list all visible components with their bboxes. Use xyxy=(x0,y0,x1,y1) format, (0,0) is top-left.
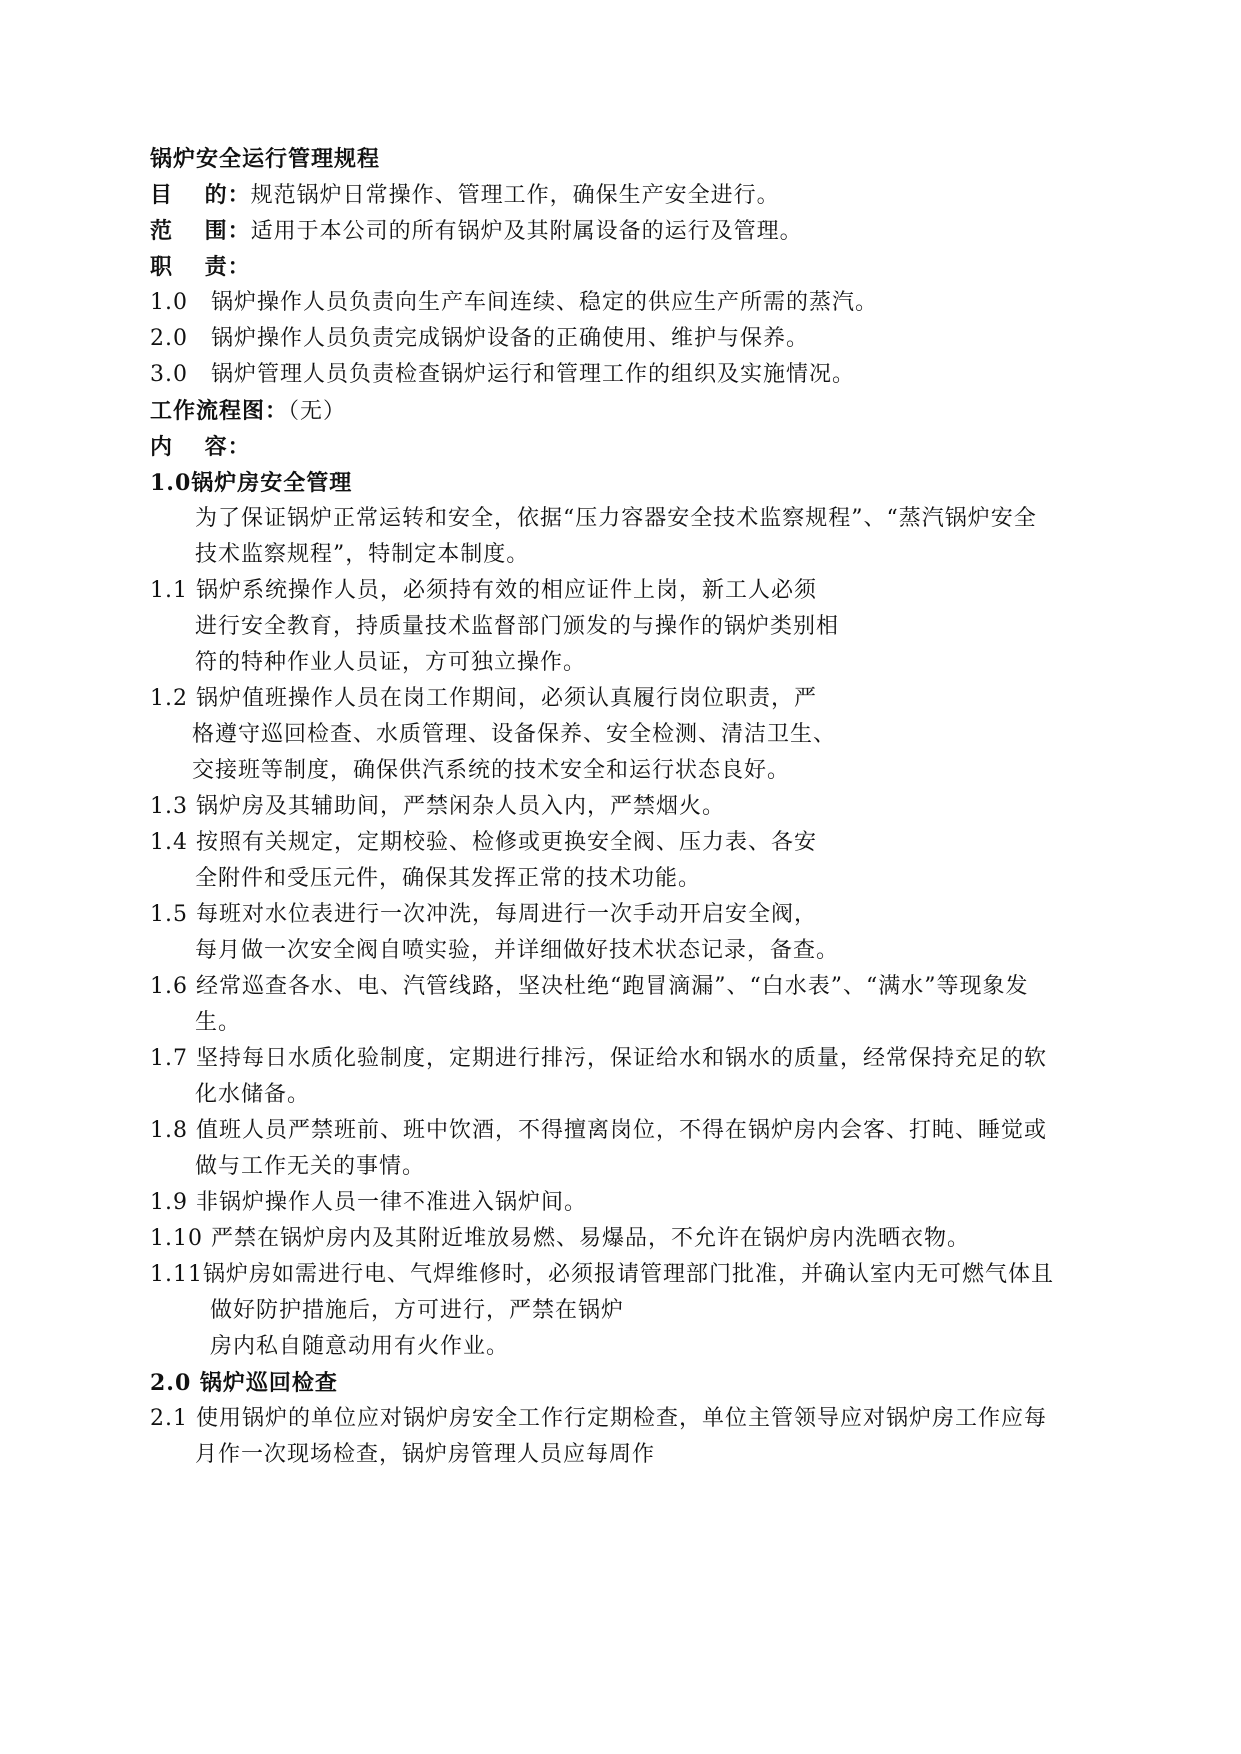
duty-number: 2.0 xyxy=(150,326,188,351)
item-line: 房内私自随意动用有火作业。 xyxy=(210,1334,510,1359)
item-number: 1.6 xyxy=(150,974,188,999)
item-1-2 xyxy=(150,686,817,712)
item-number: 1.7 xyxy=(150,1046,188,1071)
item-number: 1.8 xyxy=(150,1118,188,1143)
item-line: 每月做一次安全阀自喷实验，并详细做好技术状态记录，备查。 xyxy=(195,938,840,963)
intro-line: 技术监察规程”，特制定本制度。 xyxy=(195,542,530,567)
item-line: 做与工作无关的事情。 xyxy=(195,1154,426,1179)
item-1-5 xyxy=(150,902,817,928)
intro-line: 为了保证锅炉正常运转和安全，依据“压力容器安全技术监察规程”、“蒸汽锅炉安全 xyxy=(195,506,1037,531)
item-line: 做好防护措施后，方可进行，严禁在锅炉 xyxy=(210,1298,625,1323)
duty-label: 职 责： xyxy=(150,254,251,280)
purpose-line xyxy=(150,182,780,209)
duty-item xyxy=(150,290,878,316)
item-line: 进行安全教育，持质量技术监督部门颁发的与操作的锅炉类别相 xyxy=(195,614,840,639)
item-line: 格遵守巡回检查、水质管理、设备保养、安全检测、清洁卫生、 xyxy=(192,722,837,747)
item-number: 1.11 xyxy=(150,1262,203,1287)
item-number: 1.5 xyxy=(150,902,188,927)
item-line: 锅炉值班操作人员在岗工作期间，必须认真履行岗位职责，严 xyxy=(196,686,818,711)
flow-line xyxy=(150,398,346,425)
flow-text: （无） xyxy=(288,399,347,424)
doc-title: 锅炉安全运行管理规程 xyxy=(150,146,381,172)
item-number: 1.1 xyxy=(150,578,188,603)
item-1-7 xyxy=(150,1046,1047,1072)
item-number: 1.4 xyxy=(150,830,188,855)
duty-text: 锅炉操作人员负责完成锅炉设备的正确使用、维护与保养。 xyxy=(211,326,810,351)
item-number: 2.1 xyxy=(150,1406,188,1431)
duty-text: 锅炉操作人员负责向生产车间连续、稳定的供应生产所需的蒸汽。 xyxy=(211,290,879,315)
item-1-9 xyxy=(150,1190,587,1216)
item-1-1 xyxy=(150,578,817,604)
section-2-title: 2.0 锅炉巡回检查 xyxy=(150,1370,338,1396)
content-label: 内 容： xyxy=(150,434,251,460)
item-line: 生。 xyxy=(195,1010,242,1035)
item-line: 全附件和受压元件，确保其发挥正常的技术功能。 xyxy=(195,866,702,891)
flow-label: 工作流程图： xyxy=(150,398,289,424)
item-1-4 xyxy=(150,830,817,856)
item-line: 经常巡查各水、电、汽管线路，坚决杜绝“跑冒滴漏”、“白水表”、“满水”等现象发 xyxy=(196,974,1029,999)
scope-text: 适用于本公司的所有锅炉及其附属设备的运行及管理。 xyxy=(250,219,803,244)
duty-item xyxy=(150,326,809,352)
item-2-1 xyxy=(150,1406,1047,1432)
item-line: 坚持每日水质化验制度，定期进行排污，保证给水和锅水的质量，经常保持充足的软 xyxy=(196,1046,1048,1071)
item-number: 1.2 xyxy=(150,686,188,711)
duty-number: 3.0 xyxy=(150,362,188,387)
item-line: 锅炉系统操作人员，必须持有效的相应证件上岗，新工人必须 xyxy=(196,578,818,603)
item-1-3 xyxy=(150,794,725,820)
duty-number: 1.0 xyxy=(150,290,188,315)
item-line: 使用锅炉的单位应对锅炉房安全工作行定期检查，单位主管领导应对锅炉房工作应每 xyxy=(196,1406,1048,1431)
item-line: 锅炉房及其辅助间，严禁闲杂人员入内，严禁烟火。 xyxy=(196,794,726,819)
item-number: 1.10 xyxy=(150,1226,203,1251)
scope-line xyxy=(150,218,803,245)
item-line: 月作一次现场检查，锅炉房管理人员应每周作 xyxy=(195,1442,656,1467)
item-line: 严禁在锅炉房内及其附近堆放易燃、易爆品，不允许在锅炉房内洗晒衣物。 xyxy=(210,1226,970,1251)
item-line: 每班对水位表进行一次冲洗，每周进行一次手动开启安全阀， xyxy=(196,902,818,927)
item-number: 1.9 xyxy=(150,1190,188,1215)
item-line: 非锅炉操作人员一律不准进入锅炉间。 xyxy=(196,1190,588,1215)
purpose-label: 目 的： xyxy=(150,182,251,208)
item-1-6 xyxy=(150,974,1029,1000)
scope-label: 范 围： xyxy=(150,218,251,244)
duty-item xyxy=(150,362,855,388)
item-line: 锅炉房如需进行电、气焊维修时，必须报请管理部门批准，并确认室内无可燃气体且 xyxy=(202,1262,1054,1287)
item-line: 值班人员严禁班前、班中饮酒，不得擅离岗位，不得在锅炉房内会客、打盹、睡觉或 xyxy=(196,1118,1048,1143)
duty-text: 锅炉管理人员负责检查锅炉运行和管理工作的组织及实施情况。 xyxy=(211,362,856,387)
purpose-text: 规范锅炉日常操作、管理工作，确保生产安全进行。 xyxy=(250,183,780,208)
section-1-title: 1.0锅炉房安全管理 xyxy=(150,470,353,496)
item-1-10 xyxy=(150,1226,970,1252)
item-1-8 xyxy=(150,1118,1047,1144)
item-line: 符的特种作业人员证，方可独立操作。 xyxy=(195,650,587,675)
item-number: 1.3 xyxy=(150,794,188,819)
item-line: 交接班等制度，确保供汽系统的技术安全和运行状态良好。 xyxy=(192,758,791,783)
item-line: 化水储备。 xyxy=(195,1082,311,1107)
item-line: 按照有关规定，定期校验、检修或更换安全阀、压力表、各安 xyxy=(196,830,818,855)
item-1-11 xyxy=(150,1262,1054,1288)
